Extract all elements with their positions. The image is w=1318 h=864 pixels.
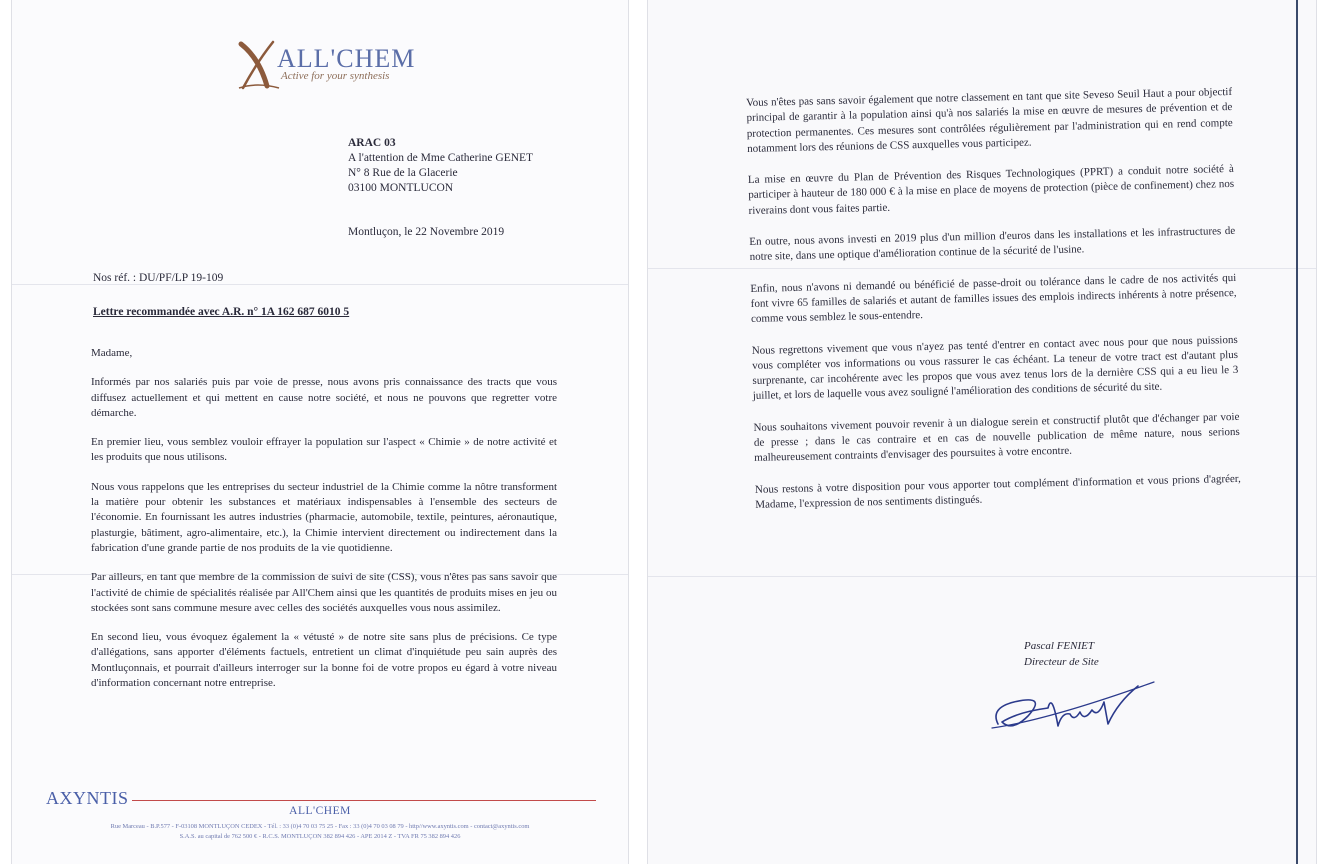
paragraph: En second lieu, vous évoquez également la « vétusté » de notre site sans plus de précisions. Ce type d'allégations, sans apporter d'éléments factuels, entretient un climat d'inquiétude peu sain auprès des Montluçonnais, et pourrait d'ailleurs interroger sur la bonne foi de votre propos eu égard à votre niveau d'information concernant notre entreprise.	[91, 631, 557, 690]
footer-address: Rue Marceau - B.P.577 - F-03108 MONTLUÇON CEDEX - Tél. : 33 (0)4 70 03 75 25 - Fax : 33 (0)4 70 03 08 79 - http//www.axyntis.com - contact@axyntis.com	[110, 823, 530, 830]
letter-page-2	[648, 0, 1316, 864]
paragraph: Vous n'êtes pas sans savoir également que notre classement en tant que site Seveso Seuil Haut a pour objectif principal de garantir à la population ainsi qu'à nos salariés la mise en œuvre de mesures de prévention et de protection permanentes. Ces mesures sont contrôlées régulièrement par l'administration qui en rend compte notamment lors des réunions de CSS auxquelles vous participez.	[746, 85, 1233, 155]
paragraph: Nous regrettons vivement que vous n'ayez pas tenté d'entrer en contact avec nous pour que nous puissions vous compléter vos informations ou vous rassurer le cas échéant. La teneur de votre tract est d'autant plus surprenante, car incohérente avec les propos que vous avez tenus lors de la dernière CSS qui a eu lieu le 3 juillet, et lors de laquelle vous avez souligné l'amélioration des conditions de sécurité du site.	[751, 333, 1239, 403]
reference-number: Nos réf. : DU/PF/LP 19-109	[93, 272, 224, 284]
footer-divider	[132, 800, 596, 801]
paragraph: Nous restons à votre disposition pour vous apporter tout complément d'information et vous prions d'agréer, Madame, l'expression de nos sentiments distingués.	[754, 472, 1241, 511]
letter-date: Montluçon, le 22 Novembre 2019	[348, 226, 505, 238]
paragraph: En outre, nous avons investi en 2019 plus d'un million d'euros dans les installations et les infrastructures de notre site, dans une optique d'amélioration continue de la sécurité de l'usine.	[749, 225, 1236, 264]
allchem-logo	[237, 36, 437, 96]
x-swoosh-icon	[237, 38, 281, 90]
paragraph: Nous souhaitons vivement pouvoir revenir à un dialogue serein et constructif plutôt que d'échanger par voie de presse ; dans le cas contraire et en cas de nouvelle publication de même nature, nous serions malheureusement contraints d'envisager des poursuites à votre encontre.	[753, 410, 1240, 465]
recipient-address	[348, 136, 533, 196]
recipient-attention: A l'attention de Mme Catherine GENET	[348, 152, 534, 164]
letter-body	[91, 346, 557, 705]
paragraph: Par ailleurs, en tant que membre de la commission de suivi de site (CSS), vous n'êtes pas sans savoir que l'activité de chimie de spécialités réalisée par All'Chem ainsi que les quantités de produits mises en jeu ou stockées sont sans commune mesure avec celles des sociétés auxquelles vous nous assimilez.	[91, 571, 557, 614]
logo-tagline: Active for your synthesis	[281, 70, 390, 82]
letter-page-1	[12, 0, 628, 864]
fold-line	[12, 284, 628, 285]
fold-line	[648, 576, 1316, 577]
paragraph: Nous vous rappelons que les entreprises du secteur industriel de la Chimie comme la nôtre transforment la matière pour obtenir les substances et matériaux indispensables à l'ensemble des secteurs de l'économie. En fournissant les autres industries (pharmacie, automobile, textile, peintures, aéronautique, plasturgie, bâtiment, agro-alimentaire, etc.), la Chimie intervient directement ou indirectement dans la fabrication d'une grande partie de nos produits de la vie quotidienne.	[91, 480, 557, 554]
footer-company-name: ALL'CHEM	[289, 805, 351, 817]
axyntis-logo: AXYNTIS	[46, 788, 129, 808]
handwritten-signature	[988, 672, 1158, 744]
recipient-street: N° 8 Rue de la Glacerie	[348, 167, 458, 179]
recipient-name: ARAC 03	[348, 137, 396, 149]
logo-brand: ALL'CHEM	[277, 44, 416, 73]
paragraph: En premier lieu, vous semblez vouloir effrayer la population sur l'aspect « Chimie » de notre activité et les produits que nous utilisons.	[91, 436, 557, 464]
letter-body-continued	[746, 85, 1242, 529]
salutation: Madame,	[91, 347, 133, 359]
page-edge	[1296, 0, 1298, 864]
registered-mail-number: Lettre recommandée avec A.R. n° 1A 162 687 6010 5	[93, 306, 350, 318]
signatory-title: Directeur de Site	[1024, 656, 1099, 668]
recipient-city: 03100 MONTLUCON	[348, 182, 454, 194]
paragraph: Enfin, nous n'avons ni demandé ou bénéficié de passe-droit ou tolérance dans le cadre de nos activités qui font vivre 65 familles de salariés et autant de familles issues des emplois indirects inhérents à notre présence, comme vous semblez le sous-entendre.	[750, 271, 1237, 326]
paragraph: La mise en œuvre du Plan de Prévention des Risques Technologiques (PPRT) a conduit notre société à participer à hauteur de 180 000 € à la mise en place de moyens de protection (pièce de confinement) chez nos riverains dont vous faites partie.	[747, 163, 1235, 217]
signatory-name: Pascal FENIET	[1024, 640, 1094, 652]
paragraph: Informés par nos salariés puis par voie de presse, nous avons pris connaissance des tracts que vous diffusez actuellement et qui mettent en cause notre société, et nous ne pouvons que regretter votre démarche.	[91, 376, 557, 419]
footer-legal: S.A.S. au capital de 762 500 € - R.C.S. MONTLUÇON 382 894 426 - APE 2014 Z - TVA FR 75 382 894 426	[179, 833, 461, 840]
